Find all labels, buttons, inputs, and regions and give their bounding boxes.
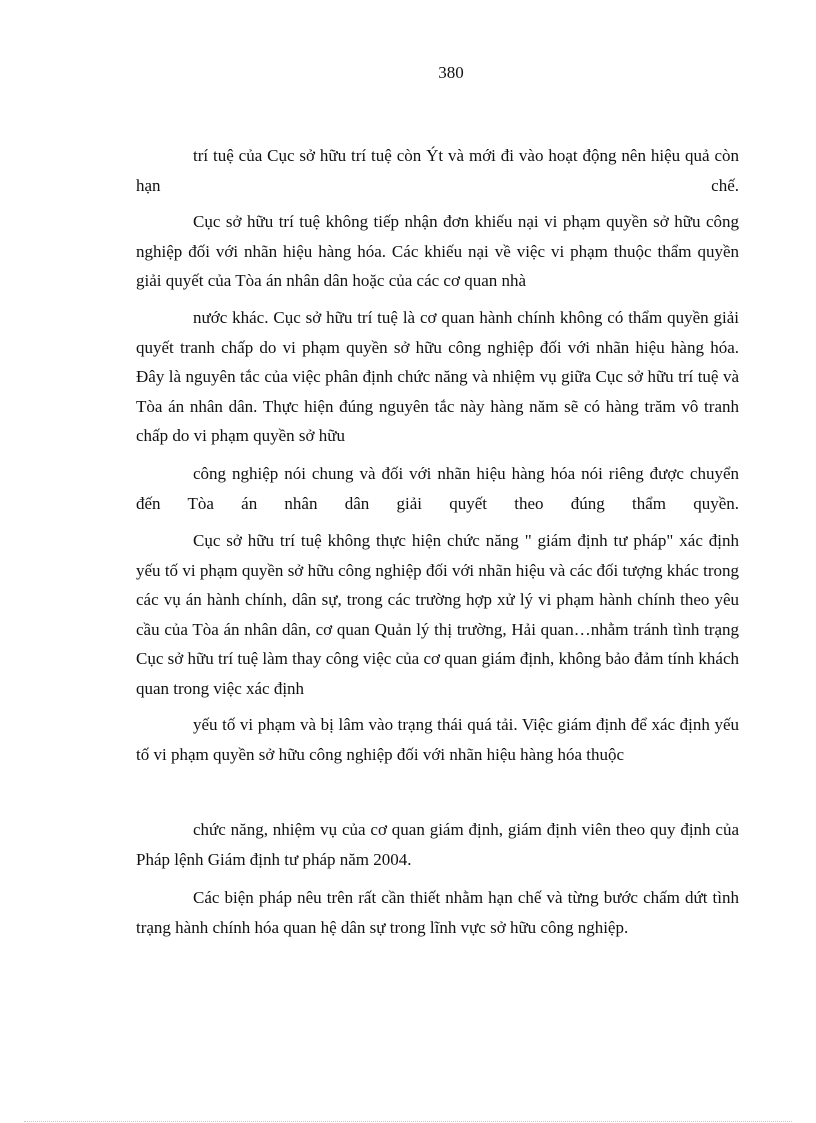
paragraph: Các biện pháp nêu trên rất cần thiết nhằm hạn chế và từng bước chấm dứt tình trạng hành chính hóa quan hệ dân sự trong lĩnh vực sở hữu công nghiệp. — [136, 888, 739, 937]
page-bottom-rule — [24, 1121, 792, 1122]
paragraph-block-1 — [136, 141, 739, 200]
paragraph-block-3 — [136, 303, 739, 451]
paragraph-block-2 — [136, 207, 739, 296]
paragraph: Cục sở hữu trí tuệ không tiếp nhận đơn khiếu nại vi phạm quyền sở hữu công nghiệp đối với nhãn hiệu hàng hóa. Các khiếu nại về việc vi phạm thuộc thẩm quyền giải quyết của Tòa án nhân dân hoặc của các cơ quan nhà — [136, 212, 739, 290]
paragraph: chức năng, nhiệm vụ của cơ quan giám định, giám định viên theo quy định của Pháp lệnh Giám định tư pháp năm 2004. — [136, 820, 739, 869]
paragraph: công nghiệp nói chung và đối với nhãn hiệu hàng hóa nói riêng được chuyển đến Tòa án nhân dân giải quyết theo đúng thẩm quyền. — [136, 464, 739, 513]
paragraph-block-4 — [136, 459, 739, 518]
paragraph-block-5 — [136, 526, 739, 703]
paragraph-block-8 — [136, 883, 739, 942]
paragraph: yếu tố vi phạm và bị lâm vào trạng thái quá tải. Việc giám định để xác định yếu tố vi phạm quyền sở hữu công nghiệp đối với nhãn hiệu hàng hóa thuộc — [136, 715, 739, 764]
paragraph: trí tuệ của Cục sở hữu trí tuệ còn Ýt và mới đi vào hoạt động nên hiệu quả còn hạn chế. — [136, 146, 739, 195]
paragraph: nước khác. Cục sở hữu trí tuệ là cơ quan hành chính không có thẩm quyền giải quyết tranh chấp do vi phạm quyền sở hữu công nghiệp đối với nhãn hiệu hàng hóa. Đây là nguyên tắc của việc phân định chức năng và nhiệm vụ giữa Cục sở hữu trí tuệ và Tòa án nhân dân. Thực hiện đúng nguyên tắc này hàng năm sẽ có hàng trăm vô tranh chấp do vi phạm quyền sở hữu — [136, 308, 739, 445]
page-number: 380 — [438, 63, 464, 82]
paragraph: Cục sở hữu trí tuệ không thực hiện chức năng " giám định tư pháp" xác định yếu tố vi phạm quyền sở hữu công nghiệp đối với nhãn hiệu và các đối tượng khác trong các vụ án hành chính, dân sự, trong các trường hợp xử lý vi phạm hành chính theo yêu cầu của Tòa án nhân dân, cơ quan Quản lý thị trường, Hải quan…nhằm tránh tình trạng Cục sở hữu trí tuệ làm thay công việc của cơ quan giám định, không bảo đảm tính khách quan trong việc xác định — [136, 531, 739, 698]
paragraph-block-7 — [136, 815, 739, 874]
paragraph-block-6 — [136, 710, 739, 769]
